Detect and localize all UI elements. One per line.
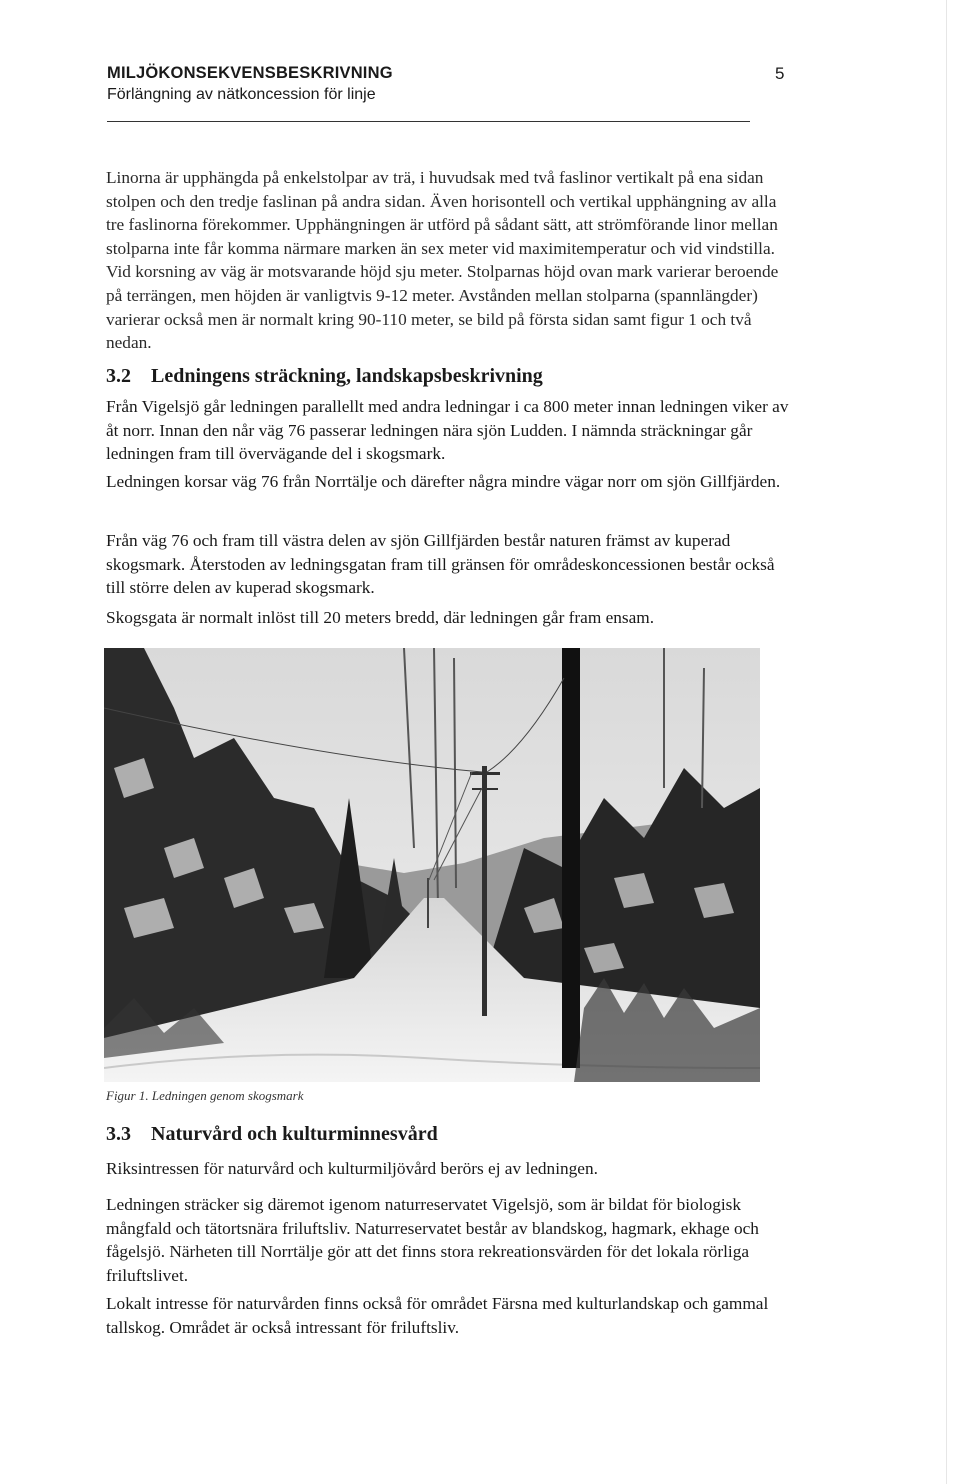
paragraph-nature-reserve: Ledningen sträcker sig däremot igenom naturreservatet Vigelsjö, som är bildat för biologisk mångfald och tätortsnära friluftsliv. Naturreservatet består av blandskog, hagmark, ekhage och fågelsjö. Närheten till Norrtälje gör att det finns stora rekreationsvärden för det lokala rörliga friluftslivet. [106,1195,759,1285]
header-divider [107,121,750,122]
section-number: 3.3 [106,1123,131,1145]
page-number: 5 [775,64,785,83]
figure-caption: Figur 1. Ledningen genom skogsmark [106,1088,304,1103]
paragraph-line-suspension: Linorna är upphängda på enkelstolpar av trä, i huvudsak med två faslinor vertikalt på ena sidan stolpen och den tredje faslinan på andra sidan. Även horisontell och vertikal upphängning av alla tre faslinorna förekommer. Upphängningen är utförd på sådant sätt, att strömförande linor mellan stolparna inte får komma närmare marken än sex meter vid maximitemperatur och vid vindstilla. Vid korsning av väg är motsvarande höjd sju meter. Stolparnas höjd ovan mark varierar beroende på terrängen, men höjden är vanligtvis 9-12 meter. Avstånden mellan stolparna (spannlängder) varierar också men är normalt kring 90-110 meter, se bild på första sidan samt figur 1 och två nedan. [106,168,779,353]
figure-photo-power-line-forest [104,648,760,1082]
section-heading-3-2 [106,365,543,388]
paragraph-local-interest: Lokalt intresse för naturvården finns också för området Färsna med kulturlandskap och gammal tallskog. Området är också intressant för friluftsliv. [106,1294,769,1337]
section-title: Ledningens sträckning, landskapsbeskrivning [151,365,543,387]
paragraph-forest-terrain: Från väg 76 och fram till västra delen av sjön Gillfjärden består naturen främst av kuperad skogsmark. Återstoden av ledningsgatan fram till gränsen för områdeskoncessionen består också till större delen av kuperad skogsmark. [106,531,775,598]
page-edge-line [946,0,947,1484]
section-title: Naturvård och kulturminnesvård [151,1123,438,1145]
section-heading-3-3 [106,1123,438,1146]
document-title: MILJÖKONSEKVENSBESKRIVNING [107,64,393,82]
document-subtitle: Förlängning av nätkoncession för linje [107,86,376,103]
paragraph-national-interest: Riksintressen för naturvård och kulturmiljövård berörs ej av ledningen. [106,1159,598,1178]
paragraph-clearing-width: Skogsgata är normalt inlöst till 20 meters bredd, där ledningen går fram ensam. [106,608,655,627]
paragraph-route-vigelsjo: Från Vigelsjö går ledningen parallellt med andra ledningar i ca 800 meter innan ledningen viker av åt norr. Innan den når väg 76 passerar ledningen nära sjön Ludden. I nämnda sträckningar går ledningen fram till övervägande del i skogsmark. [106,397,789,464]
paragraph-road-crossing: Ledningen korsar väg 76 från Norrtälje och därefter några mindre vägar norr om sjön Gillfjärden. [106,472,781,491]
section-number: 3.2 [106,365,131,387]
